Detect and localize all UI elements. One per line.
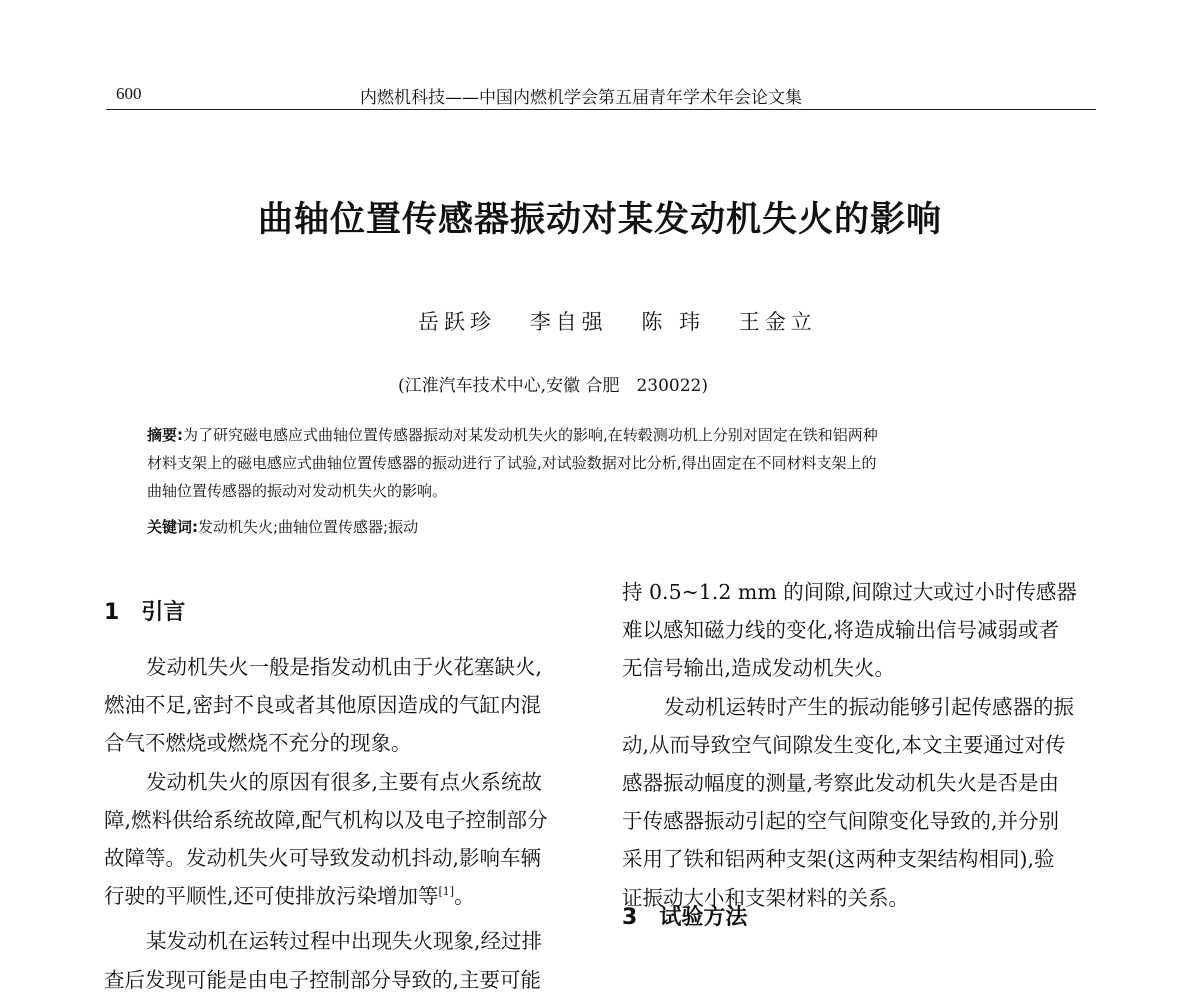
citation-ref[interactable]: [1] [438,885,455,899]
body-line: 发动机失火的原因有很多,主要有点火系统故 [146,769,543,794]
body-text: 行驶的平顺性,还可使排放污染增加等 [104,884,439,909]
abstract-line: 曲轴位置传感器的振动对发动机失火的影响。 [147,482,448,500]
left-column [104,648,582,999]
section-title: 试验方法 [659,905,748,930]
keywords-label: 关键词: [147,518,198,536]
abstract-line: 材料支架上的磁电感应式曲轴位置传感器的振动进行了试验,对试验数据对比分析,得出固定在不同材料支架上的 [147,454,877,472]
body-line: 难以感知磁力线的变化,将造成输出信号减弱或者 [622,618,1060,643]
section-heading-method [622,900,747,931]
author: 王金立 [738,310,817,334]
paper-title: 曲轴位置传感器振动对某发动机失火的影响 [257,200,942,240]
right-column [622,573,1100,917]
body-line: 发动机失火一般是指发动机由于火花塞缺火, [146,655,543,679]
section-heading-intro [104,595,185,626]
body-line: 感器振动幅度的测量,考察此发动机失火是否是由 [622,771,1060,796]
body-line: 于传感器振动引起的空气间隙变化导致的,并分别 [622,809,1060,834]
body-line: 动,从而导致空气间隙发生变化,本文主要通过对传 [622,732,1066,757]
abstract [147,421,1067,505]
keywords [147,516,418,537]
section-number: 3 [622,905,638,930]
body-line: 障,燃料供给系统故障,配气机构以及电子控制部分 [104,807,548,832]
body-line: 证振动大小和支架材料的关系。 [622,885,909,910]
body-line: 无信号输出,造成发动机失火。 [622,656,896,681]
section-title: 引言 [141,600,186,625]
body-line: 发动机运转时产生的振动能够引起传感器的振 [664,694,1074,719]
body-text: 。 [454,884,475,909]
body-line: 持 0.5~1.2 mm 的间隙,间隙过大或过小时传感器 [622,580,1077,604]
body-line: 采用了铁和铝两种支架(这两种支架结构相同),验 [622,847,1055,872]
header-divider [106,109,1096,110]
keywords-text: 发动机失火;曲轴位置传感器;振动 [198,518,419,536]
author: 李自强 [529,310,608,334]
section-number: 1 [104,600,120,625]
abstract-text: 为了研究磁电感应式曲轴位置传感器振动对某发动机失火的影响,在转毂测功机上分别对固定在铁和铝两种 [183,426,878,444]
author: 陈 玮 [641,310,706,334]
body-line [104,877,582,915]
abstract-label: 摘要: [147,426,183,444]
running-header: 内燃机科技——中国内燃机学会第五届青年学术年会论文集 [360,88,802,108]
affiliation: (江淮汽车技术中心,安徽 合肥 230022) [398,376,708,396]
page-number: 600 [116,84,142,103]
author-list [418,306,844,336]
body-line: 故障等。发动机失火可导致发动机抖动,影响车辆 [104,846,542,871]
body-line: 某发动机在运转过程中出现失火现象,经过排 [146,929,543,954]
body-line: 燃油不足,密封不良或者其他原因造成的气缸内混 [104,693,542,718]
abstract-line [147,421,1067,449]
body-line: 查后发现可能是由电子控制部分导致的,主要可能 [104,967,542,992]
body-line: 合气不燃烧或燃烧不充分的现象。 [104,731,412,756]
author: 岳跃珍 [418,310,496,334]
